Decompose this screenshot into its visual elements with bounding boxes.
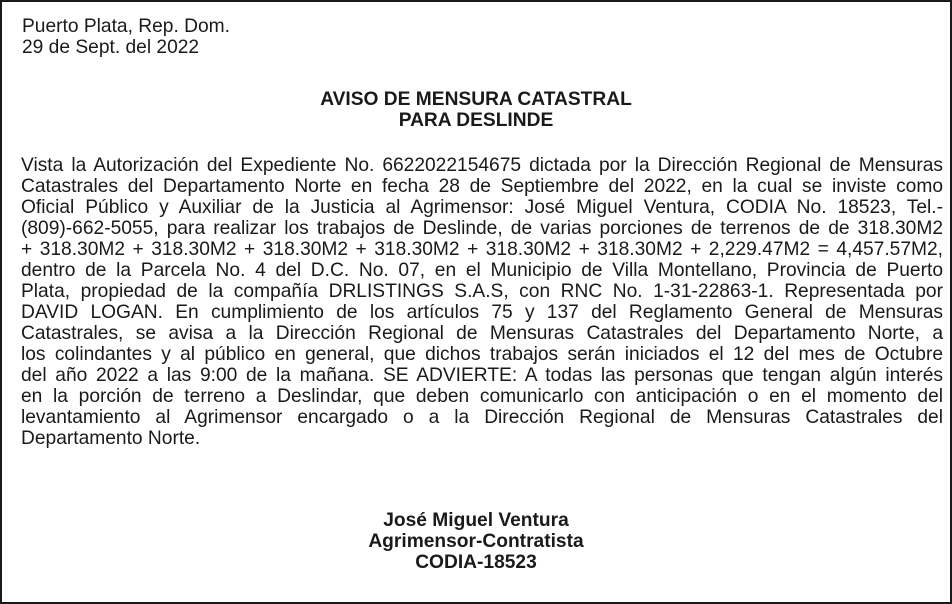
signer-name: José Miguel Ventura [383, 510, 569, 531]
notice-title [2, 89, 950, 131]
body-line: en la porción de terreno a Deslindar, que deben comunicarlo con anticipación o en el momento del [21, 386, 943, 407]
signer-codia: CODIA-18523 [415, 552, 537, 573]
body-line: levantamiento al Agrimensor encargado o a la Dirección Regional de Mensuras Catastrales del [21, 407, 943, 428]
body-line: del año 2022 a las 9:00 de la mañana. SE ADVIERTE: A todas las personas que tengan algún interés [21, 365, 943, 386]
notice-header [22, 16, 230, 58]
body-line: Oficial Público y Auxiliar de la Justicia al Agrimensor: José Miguel Ventura, CODIA No. 18523, Tel.- [21, 197, 943, 218]
notice-body [21, 155, 943, 449]
body-line: los colindantes y al público en general, que dichos trabajos serán iniciados el 12 del mes de Octubre [21, 344, 943, 365]
body-line: + 318.30M2 + 318.30M2 + 318.30M2 + 318.30M2 + 318.30M2 + 318.30M2 + 2,229.47M2 = 4,457.57M2, [21, 239, 943, 260]
body-line: Vista la Autorización del Expediente No. 6622022154675 dictada por la Dirección Regional de Mensuras [21, 155, 943, 176]
body-line: Catastrales, se avisa a la Dirección Regional de Mensuras Catastrales del Departamento Norte, a [21, 323, 943, 344]
location-line: Puerto Plata, Rep. Dom. [22, 16, 230, 37]
body-line: DAVID LOGAN. En cumplimiento de los artículos 75 y 137 del Reglamento General de Mensuras [21, 302, 943, 323]
date-line: 29 de Sept. del 2022 [22, 37, 200, 58]
body-line: Plata, propiedad de la compañía DRLISTINGS S.A.S, con RNC No. 1-31-22863-1. Representada por [21, 281, 943, 302]
title-line-2: PARA DESLINDE [398, 110, 554, 131]
body-line: (809)-662-5055, para realizar los trabajos de Deslinde, de varias porciones de terrenos de de 318.30M2 [21, 218, 943, 239]
body-line: Catastrales del Departamento Norte en fecha 28 de Septiembre del 2022, en la cual se inviste como [21, 176, 943, 197]
signature-block [2, 510, 950, 573]
body-line: dentro de la Parcela No. 4 del D.C. No. 07, en el Municipio de Villa Montellano, Provincia de Puerto [21, 260, 943, 281]
title-line-1: AVISO DE MENSURA CATASTRAL [320, 89, 632, 110]
signer-role: Agrimensor-Contratista [368, 531, 584, 552]
body-line: Departamento Norte. [21, 428, 201, 449]
